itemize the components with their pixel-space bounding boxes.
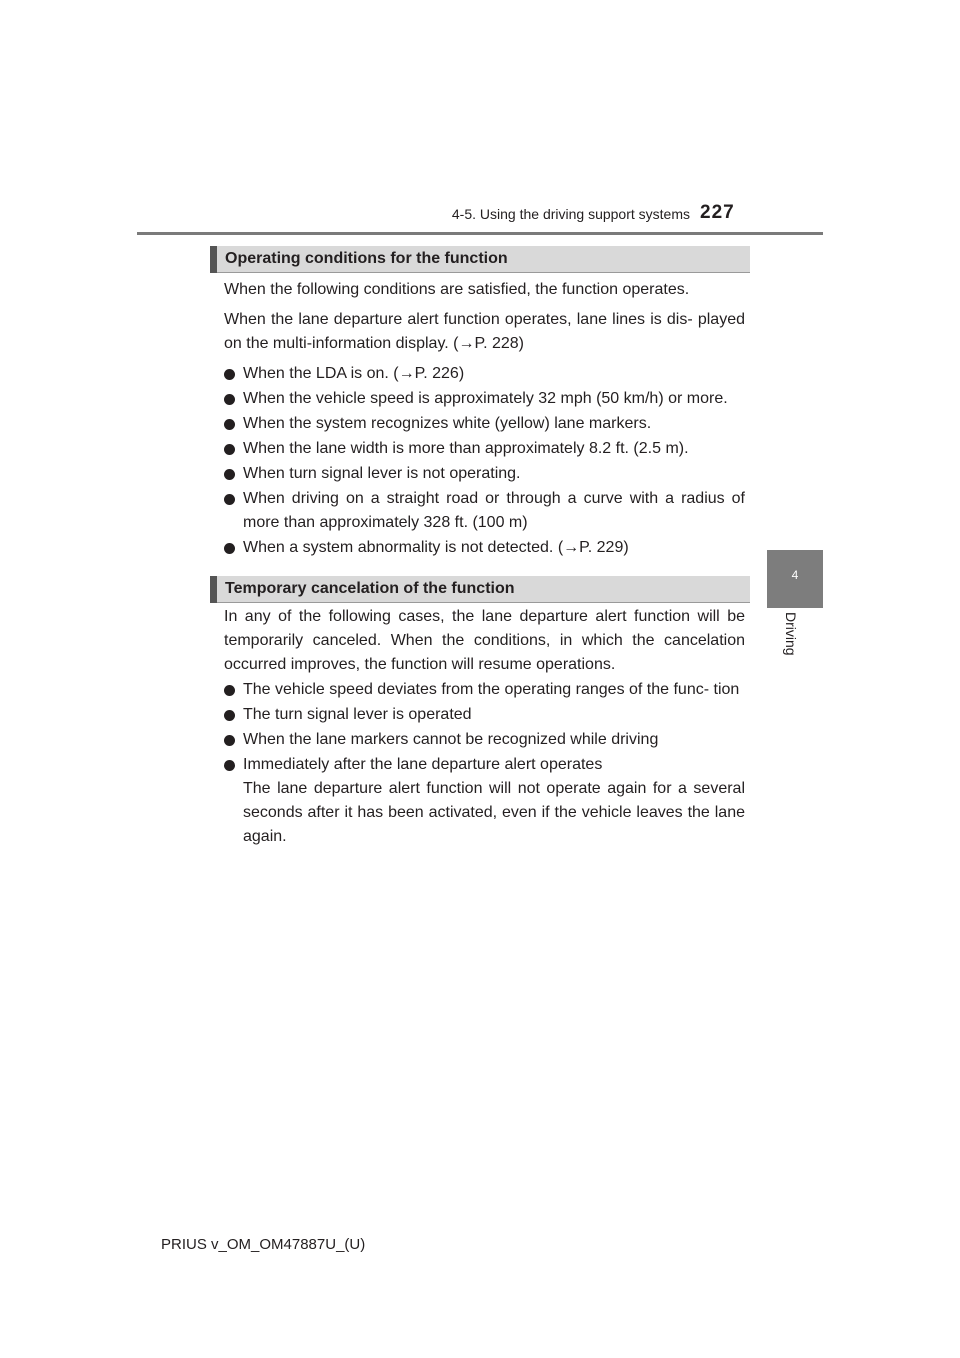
- section-heading-temporary-cancelation: [210, 576, 750, 603]
- list-item: [224, 536, 745, 560]
- list-item: [224, 678, 745, 702]
- bullet-icon: [224, 419, 235, 430]
- list-item: [224, 728, 745, 752]
- footer-document-code: PRIUS v_OM_OM47887U_(U): [161, 1236, 366, 1253]
- bullet-icon: [224, 543, 235, 554]
- bullet-icon: [224, 444, 235, 455]
- chapter-tab-label: Driving: [783, 612, 799, 656]
- section-heading-title: Operating conditions for the function: [225, 250, 508, 267]
- list-item-text: When the LDA is on. (→P. 226): [243, 365, 465, 382]
- list-item: [224, 753, 745, 849]
- list-item-text: When the lane width is more than approximately 8.2 ft. (2.5 m).: [243, 440, 689, 457]
- running-header-section: 4-5. Using the driving support systems: [451, 206, 690, 222]
- list-item-note: The lane departure alert function will not operate again for a several seconds after it has been activated, even if the vehicle leaves the lane again.: [243, 780, 745, 845]
- bullet-icon: [224, 494, 235, 505]
- section-heading-title: Temporary cancelation of the function: [225, 580, 515, 597]
- section-body-temporary-cancelation: [224, 605, 745, 850]
- bullet-icon: [224, 735, 235, 746]
- list-item: [224, 412, 745, 436]
- paragraph: When the lane departure alert function operates, lane lines is dis- played on the multi-information display. (→P. 228): [224, 311, 745, 352]
- list-item: [224, 387, 745, 411]
- list-item-text: When a system abnormality is not detected. (→P. 229): [243, 539, 629, 556]
- list-item: [224, 462, 745, 486]
- section-body-operating-conditions: [224, 278, 745, 561]
- list-item-text: When the lane markers cannot be recognized while driving: [243, 731, 659, 748]
- list-item-text: The vehicle speed deviates from the operating ranges of the func- tion: [243, 681, 740, 698]
- list-item-text: When the vehicle speed is approximately 32 mph (50 km/h) or more.: [243, 390, 728, 407]
- bullet-icon: [224, 469, 235, 480]
- paragraph: When the following conditions are satisfied, the function operates.: [224, 281, 690, 298]
- section-heading-accent: [210, 576, 217, 603]
- bullet-icon: [224, 369, 235, 380]
- bullet-icon: [224, 685, 235, 696]
- list-item: [224, 362, 745, 386]
- paragraph: In any of the following cases, the lane departure alert function will be temporarily canceled. When the conditions, in which the cancelation occurred improves, the function will resume operations.: [224, 608, 745, 673]
- bullet-icon: [224, 394, 235, 405]
- list-item: [224, 437, 745, 461]
- chapter-tab-label-area: [767, 608, 823, 678]
- bullet-icon: [224, 710, 235, 721]
- header-rule: [137, 232, 823, 235]
- section-heading-accent: [210, 246, 217, 273]
- list-item-text: The turn signal lever is operated: [243, 706, 472, 723]
- section-heading-operating-conditions: [210, 246, 750, 273]
- page-number: 227: [700, 202, 735, 223]
- bullet-icon: [224, 760, 235, 771]
- list-item: [224, 703, 745, 727]
- list-item-text: When turn signal lever is not operating.: [243, 465, 521, 482]
- list-item-text: When driving on a straight road or through a curve with a radius of more than approximately 328 ft. (100 m): [243, 490, 745, 531]
- list-item-text: Immediately after the lane departure alert operates: [243, 756, 603, 773]
- list-item: [224, 487, 745, 535]
- chapter-tab-number: 4: [791, 568, 799, 582]
- list-item-text: When the system recognizes white (yellow) lane markers.: [243, 415, 652, 432]
